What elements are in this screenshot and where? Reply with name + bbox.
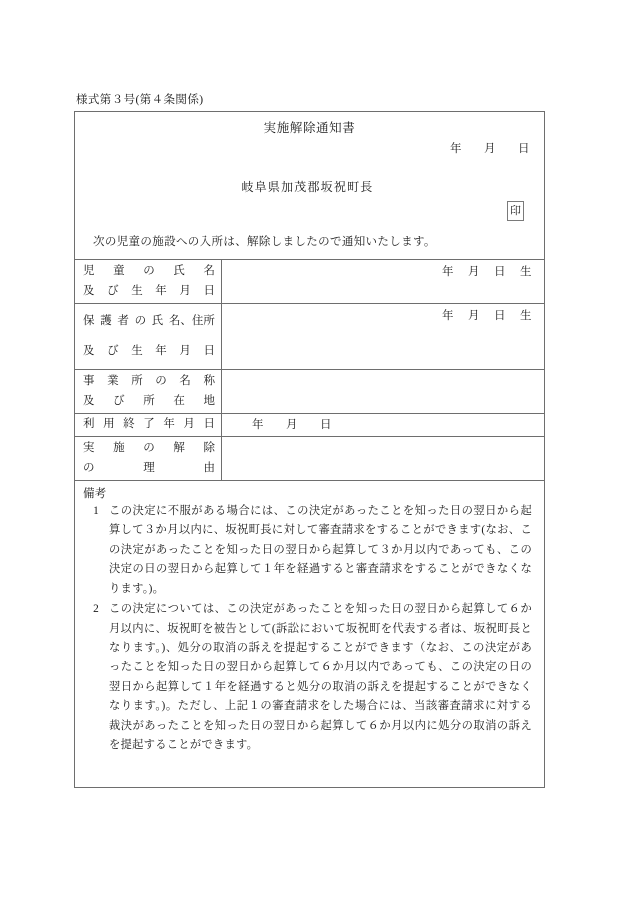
document-title: 実施解除通知書 bbox=[263, 121, 356, 135]
row-value-reason[interactable] bbox=[222, 437, 544, 480]
table-row-end-date bbox=[75, 414, 544, 437]
label-char: 者 bbox=[117, 314, 129, 327]
label-char: 日 bbox=[203, 284, 215, 297]
label-char: 氏 bbox=[173, 265, 185, 278]
issue-date-day-label: 日 bbox=[518, 143, 530, 155]
label-char: 名 bbox=[203, 265, 215, 278]
birth-month-label: 月 bbox=[468, 266, 480, 278]
label-char: 年 bbox=[155, 345, 167, 358]
row-label-guardian bbox=[75, 304, 222, 369]
label-char: 生 bbox=[131, 345, 143, 358]
end-date-day-label: 日 bbox=[320, 419, 332, 431]
note-number: 1 bbox=[93, 505, 99, 517]
label-char: 及 bbox=[83, 345, 95, 358]
label-char: 児 bbox=[83, 265, 95, 278]
label-char: 用 bbox=[103, 418, 115, 431]
label-char: 施 bbox=[113, 442, 125, 455]
label-char: び bbox=[107, 345, 119, 358]
label-char: 童 bbox=[113, 265, 125, 278]
label-char: 終 bbox=[123, 418, 135, 431]
label-char: 事 bbox=[83, 375, 95, 388]
row-value-office[interactable] bbox=[222, 370, 544, 413]
row-label-end-date bbox=[75, 414, 222, 436]
label-char: 日 bbox=[203, 345, 215, 358]
table-row-guardian bbox=[75, 304, 544, 370]
label-char: 年 bbox=[155, 284, 167, 297]
label-char: 由 bbox=[203, 461, 215, 474]
label-char: 理 bbox=[143, 461, 155, 474]
label-char: 所 bbox=[143, 394, 155, 407]
note-text: この決定については、この決定があったことを知った日の翌日から起算して６か月以内に、坂祝町を被告として(訴訟において坂祝町を代表する者は、坂祝町長となります。)、処分の取消の訴えを提起することができます（なお、この決定があったことを知った日の翌日から起算して６か月以内であっても、この決定の日の翌日から起算して１年を経過すると処分の取消の訴えを提起することができなくなります。)。ただし、上記１の審査請求をした場合には、当該審査請求に対する裁決があったことを知った日の翌日から起算して６か月以内に処分の取消の訴えを提起することができます。 bbox=[109, 603, 532, 752]
form-table bbox=[75, 260, 544, 481]
label-char: の bbox=[143, 265, 155, 278]
label-char: の bbox=[155, 375, 167, 388]
label-char: 日 bbox=[203, 418, 215, 431]
birth-suffix-label: 生 bbox=[520, 266, 532, 278]
label-char: 氏 bbox=[151, 314, 164, 327]
birth-day-label: 日 bbox=[494, 310, 506, 322]
birth-suffix-label: 生 bbox=[520, 310, 532, 322]
table-row-office bbox=[75, 370, 544, 414]
label-char: の bbox=[134, 314, 147, 327]
intro-text: 次の児童の施設への入所は、解除しましたので通知いたします。 bbox=[93, 236, 436, 248]
label-char: び bbox=[113, 394, 125, 407]
label-char: 月 bbox=[179, 284, 191, 297]
table-row-child bbox=[75, 260, 544, 304]
label-char: 年 bbox=[163, 418, 175, 431]
label-char: 称 bbox=[203, 375, 215, 388]
row-label-office bbox=[75, 370, 222, 413]
note-text: この決定に不服がある場合には、この決定があったことを知った日の翌日から起算して３か月以内に、坂祝町長に対して審査請求をすることができます(なお、この決定があったことを知った日の翌日から起算して３か月以内であっても、この決定の日の翌日から起算して１年を経過すると審査請求をすることができなくなります。)。 bbox=[109, 505, 532, 595]
seal-stamp-box: 印 bbox=[507, 201, 524, 221]
birth-month-label: 月 bbox=[468, 310, 480, 322]
label-char: 実 bbox=[83, 442, 95, 455]
row-value-child[interactable] bbox=[222, 260, 544, 303]
label-char: 月 bbox=[183, 418, 195, 431]
form-number: 様式第３号(第４条関係) bbox=[76, 94, 204, 106]
notes-section bbox=[75, 481, 544, 787]
birth-date-hint bbox=[234, 307, 532, 323]
label-char: 在 bbox=[173, 394, 185, 407]
note-number: 2 bbox=[93, 603, 99, 616]
label-char: 名 bbox=[179, 375, 191, 388]
label-char: び bbox=[107, 284, 119, 297]
label-char: 了 bbox=[143, 418, 155, 431]
row-value-guardian[interactable] bbox=[222, 304, 544, 369]
label-char: の bbox=[143, 442, 155, 455]
end-date-month-label: 月 bbox=[286, 419, 298, 431]
label-char: 月 bbox=[179, 345, 191, 358]
birth-date-hint bbox=[234, 263, 532, 279]
label-char: 及 bbox=[83, 394, 95, 407]
issue-date-year-label: 年 bbox=[450, 143, 462, 155]
note-item bbox=[83, 502, 532, 599]
document-header bbox=[75, 112, 544, 235]
note-item bbox=[83, 600, 532, 755]
row-value-end-date[interactable] bbox=[222, 414, 544, 436]
label-char: 解 bbox=[173, 442, 185, 455]
row-label-reason bbox=[75, 437, 222, 480]
label-char: 保 bbox=[83, 314, 95, 327]
birth-year-label: 年 bbox=[442, 310, 454, 322]
label-char: 名、住所 bbox=[168, 314, 215, 327]
table-row-reason bbox=[75, 437, 544, 481]
label-char: の bbox=[83, 461, 95, 474]
label-char: 所 bbox=[131, 375, 143, 388]
issue-date-month-label: 月 bbox=[484, 143, 496, 155]
birth-day-label: 日 bbox=[494, 266, 506, 278]
end-date-hint bbox=[234, 416, 532, 432]
end-date-year-label: 年 bbox=[252, 419, 264, 431]
label-char: 護 bbox=[100, 314, 112, 327]
issue-date-line bbox=[450, 140, 530, 156]
label-char: 生 bbox=[131, 284, 143, 297]
issuer-name: 岐阜県加茂郡坂祝町長 bbox=[241, 180, 374, 194]
intro-row bbox=[75, 235, 544, 260]
birth-year-label: 年 bbox=[442, 266, 454, 278]
notes-title: 備考 bbox=[83, 488, 107, 500]
row-label-child bbox=[75, 260, 222, 303]
label-char: 地 bbox=[203, 394, 215, 407]
label-char: 及 bbox=[83, 284, 95, 297]
document-frame bbox=[74, 111, 545, 788]
label-char: 業 bbox=[107, 375, 119, 388]
label-char: 利 bbox=[83, 418, 95, 431]
label-char: 除 bbox=[203, 442, 215, 455]
